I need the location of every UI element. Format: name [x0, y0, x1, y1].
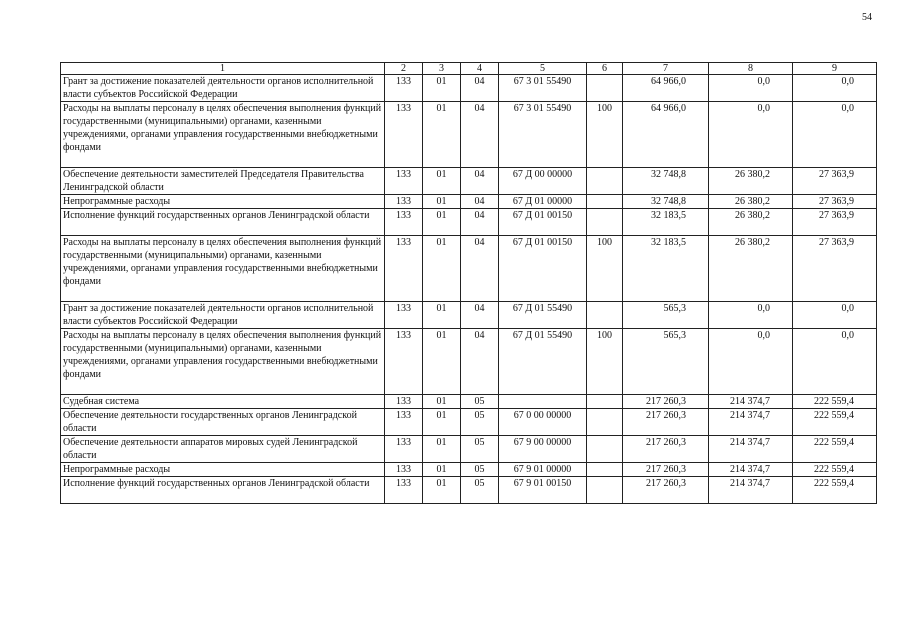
row-code-4: 05 [461, 463, 499, 477]
header-row [61, 63, 877, 75]
row-code-2: 133 [385, 409, 423, 436]
row-code-2: 133 [385, 463, 423, 477]
row-value-9: 27 363,9 [793, 236, 877, 302]
row-name: Обеспечение деятельности заместителей Председателя Правительства Ленинградской области [61, 168, 385, 195]
row-code-5: 67 Д 00 00000 [499, 168, 587, 195]
row-value-8: 0,0 [709, 302, 793, 329]
row-code-4: 04 [461, 102, 499, 168]
row-code-4: 04 [461, 209, 499, 236]
row-value-9: 222 559,4 [793, 463, 877, 477]
row-value-7: 32 183,5 [623, 209, 709, 236]
row-code-4: 05 [461, 409, 499, 436]
row-name: Грант за достижение показателей деятельности органов исполнительной власти субъектов Российской Федерации [61, 75, 385, 102]
row-code-5: 67 3 01 55490 [499, 102, 587, 168]
table-row [61, 329, 877, 395]
row-value-9: 0,0 [793, 329, 877, 395]
row-value-9: 27 363,9 [793, 209, 877, 236]
page-number: 54 [862, 12, 872, 23]
column-header: 1 [61, 63, 385, 75]
row-code-4: 05 [461, 395, 499, 409]
table-row [61, 302, 877, 329]
row-value-8: 0,0 [709, 102, 793, 168]
row-value-8: 214 374,7 [709, 477, 793, 504]
row-value-9: 222 559,4 [793, 477, 877, 504]
row-value-9: 222 559,4 [793, 409, 877, 436]
row-value-7: 565,3 [623, 329, 709, 395]
row-value-8: 26 380,2 [709, 195, 793, 209]
table-row [61, 195, 877, 209]
row-code-6: 100 [587, 329, 623, 395]
table-row [61, 436, 877, 463]
row-code-5 [499, 395, 587, 409]
table-row [61, 209, 877, 236]
table-row [61, 236, 877, 302]
row-code-3: 01 [423, 168, 461, 195]
row-code-6 [587, 209, 623, 236]
row-code-4: 04 [461, 195, 499, 209]
row-code-5: 67 Д 01 55490 [499, 329, 587, 395]
column-header: 4 [461, 63, 499, 75]
row-code-5: 67 3 01 55490 [499, 75, 587, 102]
row-name: Расходы на выплаты персоналу в целях обеспечения выполнения функций государственными (муниципальными) органами, казенными учреждениями, органами управления государственными внебюджетными фондами [61, 236, 385, 302]
column-header: 3 [423, 63, 461, 75]
row-code-2: 133 [385, 75, 423, 102]
row-name: Непрограммные расходы [61, 195, 385, 209]
row-code-4: 04 [461, 168, 499, 195]
row-code-2: 133 [385, 436, 423, 463]
row-value-7: 32 183,5 [623, 236, 709, 302]
row-code-4: 05 [461, 477, 499, 504]
row-code-5: 67 9 01 00000 [499, 463, 587, 477]
row-value-7: 32 748,8 [623, 195, 709, 209]
column-header: 9 [793, 63, 877, 75]
row-name: Непрограммные расходы [61, 463, 385, 477]
row-value-9: 0,0 [793, 75, 877, 102]
table-row [61, 395, 877, 409]
row-code-2: 133 [385, 477, 423, 504]
row-value-7: 217 260,3 [623, 395, 709, 409]
row-value-9: 222 559,4 [793, 395, 877, 409]
row-name: Расходы на выплаты персоналу в целях обеспечения выполнения функций государственными (муниципальными) органами, казенными учреждениями, органами управления государственными внебюджетными фондами [61, 102, 385, 168]
row-code-2: 133 [385, 395, 423, 409]
row-code-3: 01 [423, 75, 461, 102]
row-code-5: 67 9 00 00000 [499, 436, 587, 463]
row-value-8: 214 374,7 [709, 409, 793, 436]
row-value-9: 0,0 [793, 102, 877, 168]
row-value-9: 222 559,4 [793, 436, 877, 463]
row-code-2: 133 [385, 329, 423, 395]
row-name: Грант за достижение показателей деятельности органов исполнительной власти субъектов Российской Федерации [61, 302, 385, 329]
row-code-2: 133 [385, 195, 423, 209]
column-header: 5 [499, 63, 587, 75]
row-value-7: 64 966,0 [623, 102, 709, 168]
row-value-8: 26 380,2 [709, 209, 793, 236]
row-code-4: 05 [461, 436, 499, 463]
row-code-6 [587, 168, 623, 195]
row-code-6 [587, 195, 623, 209]
row-code-5: 67 Д 01 55490 [499, 302, 587, 329]
row-value-8: 214 374,7 [709, 463, 793, 477]
row-code-3: 01 [423, 209, 461, 236]
row-code-5: 67 Д 01 00150 [499, 209, 587, 236]
row-code-3: 01 [423, 436, 461, 463]
row-code-5: 67 Д 01 00150 [499, 236, 587, 302]
row-value-8: 26 380,2 [709, 168, 793, 195]
row-value-7: 565,3 [623, 302, 709, 329]
row-code-5: 67 Д 01 00000 [499, 195, 587, 209]
row-code-3: 01 [423, 329, 461, 395]
row-code-3: 01 [423, 477, 461, 504]
row-value-9: 0,0 [793, 302, 877, 329]
row-code-2: 133 [385, 168, 423, 195]
row-code-6 [587, 436, 623, 463]
row-value-8: 214 374,7 [709, 395, 793, 409]
table-row [61, 477, 877, 504]
table-row [61, 102, 877, 168]
row-code-6 [587, 463, 623, 477]
row-code-4: 04 [461, 329, 499, 395]
column-header: 8 [709, 63, 793, 75]
row-value-7: 217 260,3 [623, 409, 709, 436]
row-value-7: 64 966,0 [623, 75, 709, 102]
table-row [61, 463, 877, 477]
row-value-9: 27 363,9 [793, 195, 877, 209]
column-header: 6 [587, 63, 623, 75]
row-name: Исполнение функций государственных органов Ленинградской области [61, 477, 385, 504]
row-value-8: 26 380,2 [709, 236, 793, 302]
row-code-6: 100 [587, 236, 623, 302]
row-code-2: 133 [385, 102, 423, 168]
row-code-6 [587, 409, 623, 436]
row-code-3: 01 [423, 302, 461, 329]
row-code-2: 133 [385, 209, 423, 236]
row-value-8: 0,0 [709, 329, 793, 395]
row-value-7: 32 748,8 [623, 168, 709, 195]
row-code-3: 01 [423, 463, 461, 477]
row-code-3: 01 [423, 395, 461, 409]
row-code-3: 01 [423, 236, 461, 302]
row-code-3: 01 [423, 409, 461, 436]
row-name: Исполнение функций государственных органов Ленинградской области [61, 209, 385, 236]
row-name: Обеспечение деятельности государственных органов Ленинградской области [61, 409, 385, 436]
row-name: Судебная система [61, 395, 385, 409]
row-value-7: 217 260,3 [623, 463, 709, 477]
budget-table [60, 62, 877, 504]
row-code-6 [587, 302, 623, 329]
column-header: 7 [623, 63, 709, 75]
row-value-7: 217 260,3 [623, 436, 709, 463]
row-code-4: 04 [461, 302, 499, 329]
row-code-6 [587, 75, 623, 102]
row-code-5: 67 0 00 00000 [499, 409, 587, 436]
row-value-8: 214 374,7 [709, 436, 793, 463]
row-code-3: 01 [423, 102, 461, 168]
row-code-6 [587, 395, 623, 409]
row-code-3: 01 [423, 195, 461, 209]
row-code-6: 100 [587, 102, 623, 168]
table-row [61, 409, 877, 436]
column-header: 2 [385, 63, 423, 75]
row-value-9: 27 363,9 [793, 168, 877, 195]
row-code-4: 04 [461, 75, 499, 102]
row-name: Расходы на выплаты персоналу в целях обеспечения выполнения функций государственными (муниципальными) органами, казенными учреждениями, органами управления государственными внебюджетными фондами [61, 329, 385, 395]
table-row [61, 168, 877, 195]
row-name: Обеспечение деятельности аппаратов мировых судей Ленинградской области [61, 436, 385, 463]
row-value-7: 217 260,3 [623, 477, 709, 504]
row-code-2: 133 [385, 302, 423, 329]
row-code-5: 67 9 01 00150 [499, 477, 587, 504]
row-code-2: 133 [385, 236, 423, 302]
row-code-4: 04 [461, 236, 499, 302]
row-code-6 [587, 477, 623, 504]
row-value-8: 0,0 [709, 75, 793, 102]
table-row [61, 75, 877, 102]
